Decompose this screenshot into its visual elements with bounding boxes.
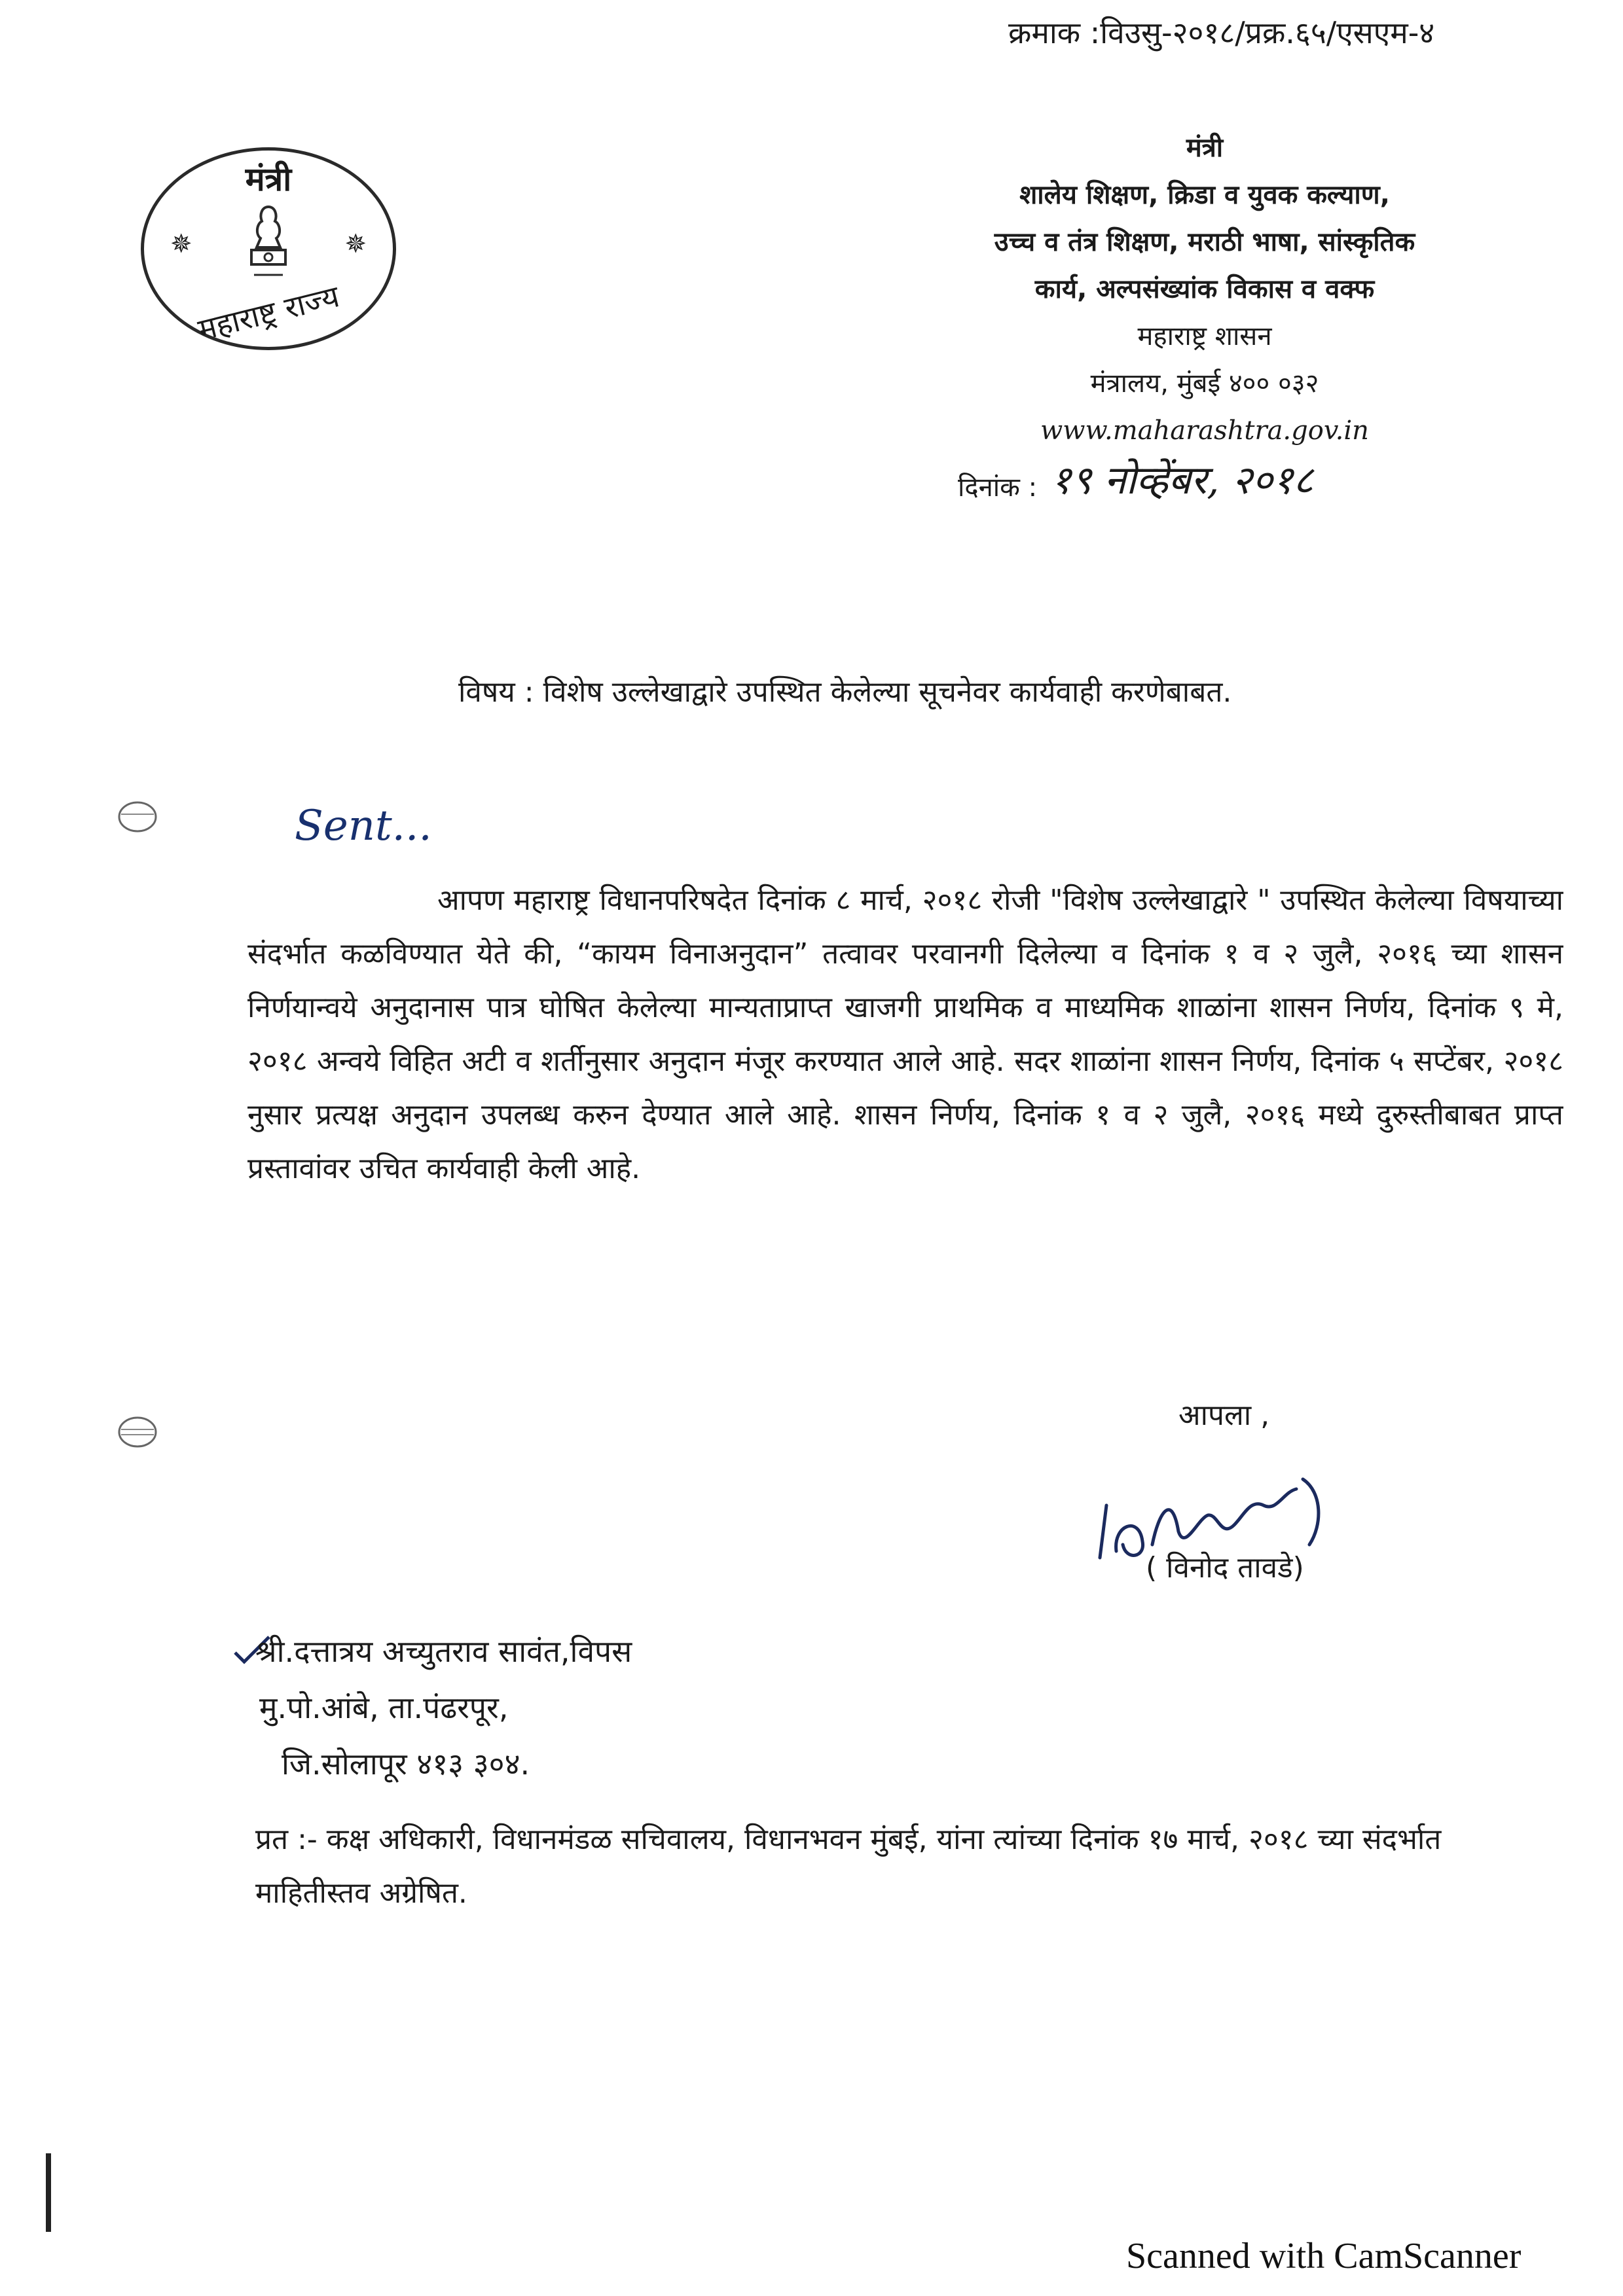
- date-value: १९ नोव्हेंबर, २०१८: [1051, 457, 1314, 503]
- closing-salutation: आपला ,: [1178, 1399, 1270, 1432]
- reference-number: क्रमाक :विउसु-२०१८/प्रक्र.६५/एसएम-४: [1008, 15, 1435, 50]
- website-link[interactable]: www.maharashtra.gov.in: [1040, 416, 1369, 446]
- minister-seal: [141, 147, 396, 350]
- recipient-line-2: मु.पो.आंबे, ता.पंढरपूर,: [259, 1690, 509, 1725]
- office-line-2: उच्च व तंत्र शिक्षण, मराठी भाषा, सांस्कृतिक: [994, 227, 1415, 257]
- seal-top-text: मंत्री: [245, 160, 292, 198]
- office-header: [917, 124, 1493, 454]
- subject-line: विषय : विशेष उल्लेखाद्वारे उपस्थित केलेल्या सूचनेवर कार्यवाही करणेबाबत.: [458, 675, 1232, 709]
- recipient-address: [255, 1623, 632, 1792]
- star-icon: ✵: [344, 229, 367, 259]
- scanner-watermark: Scanned with CamScanner: [1126, 2236, 1522, 2276]
- office-line-3: कार्य, अल्पसंख्यांक विकास व वक्फ: [1034, 274, 1375, 304]
- handwritten-note: Sent...: [295, 802, 432, 850]
- date-label: दिनांक :: [958, 473, 1038, 503]
- office-address: मंत्रालय, मुंबई ४०० ०३२: [1090, 368, 1319, 399]
- emblem-icon: [242, 202, 295, 300]
- body-paragraph: आपण महाराष्ट्र विधानपरिषदेत दिनांक ८ मार्च, २०१८ रोजी "विशेष उल्लेखाद्वारे " उपस्थित केलेल्या विषयाच्या संदर्भात कळविण्यात येते की, “कायम विनाअनुदान” तत्वावर परवानगी दिलेल्या व दिनांक १ व २ जुलै, २०१६ च्या शासन निर्णयान्वये अनुदानास पात्र घोषित केलेल्या मान्यताप्राप्त खाजगी प्राथमिक व माध्यमिक शाळांना शासन निर्णय, दिनांक ९ मे, २०१८ अन्वये विहित अटी व शर्तीनुसार अनुदान मंजूर करण्यात आले आहे. सदर शाळांना शासन निर्णय, दिनांक ५ सप्टेंबर, २०१८ नुसार प्रत्यक्ष अनुदान उपलब्ध करुन देण्यात आले आहे. शासन निर्णय, दिनांक १ व २ जुलै, २०१६ मध्ये दुरुस्तीबाबत प्राप्त प्रस्तावांवर उचित कार्यवाही केली आहे.: [247, 884, 1563, 1185]
- recipient-line-3: जि.सोलापूर ४१३ ३०४.: [282, 1746, 530, 1782]
- star-icon: ✵: [170, 229, 192, 259]
- letter-body: [247, 874, 1563, 1196]
- government-name: महाराष्ट्र शासन: [1137, 321, 1272, 351]
- copy-to: प्रत :- कक्ष अधिकारी, विधानमंडळ सचिवालय, विधानभवन मुंबई, यांना त्यांच्या दिनांक १७ मार्च, २०१८ च्या संदर्भात माहितीस्तव अग्रेषित.: [255, 1823, 1442, 1910]
- scan-edge-mark: [46, 2153, 51, 2232]
- seal-bottom-text: महाराष्ट्र राज्य: [194, 278, 343, 348]
- recipient-line-1: श्री.दत्तात्रय अच्युतराव सावंत,विपस: [255, 1634, 632, 1669]
- punch-hole-icon: [115, 1407, 160, 1453]
- signatory-name: ( विनोद तावडे): [1146, 1551, 1304, 1585]
- office-title: मंत्री: [1186, 133, 1224, 163]
- office-line-1: शालेय शिक्षण, क्रिडा व युवक कल्याण,: [1019, 180, 1390, 210]
- punch-hole-icon: [115, 792, 160, 838]
